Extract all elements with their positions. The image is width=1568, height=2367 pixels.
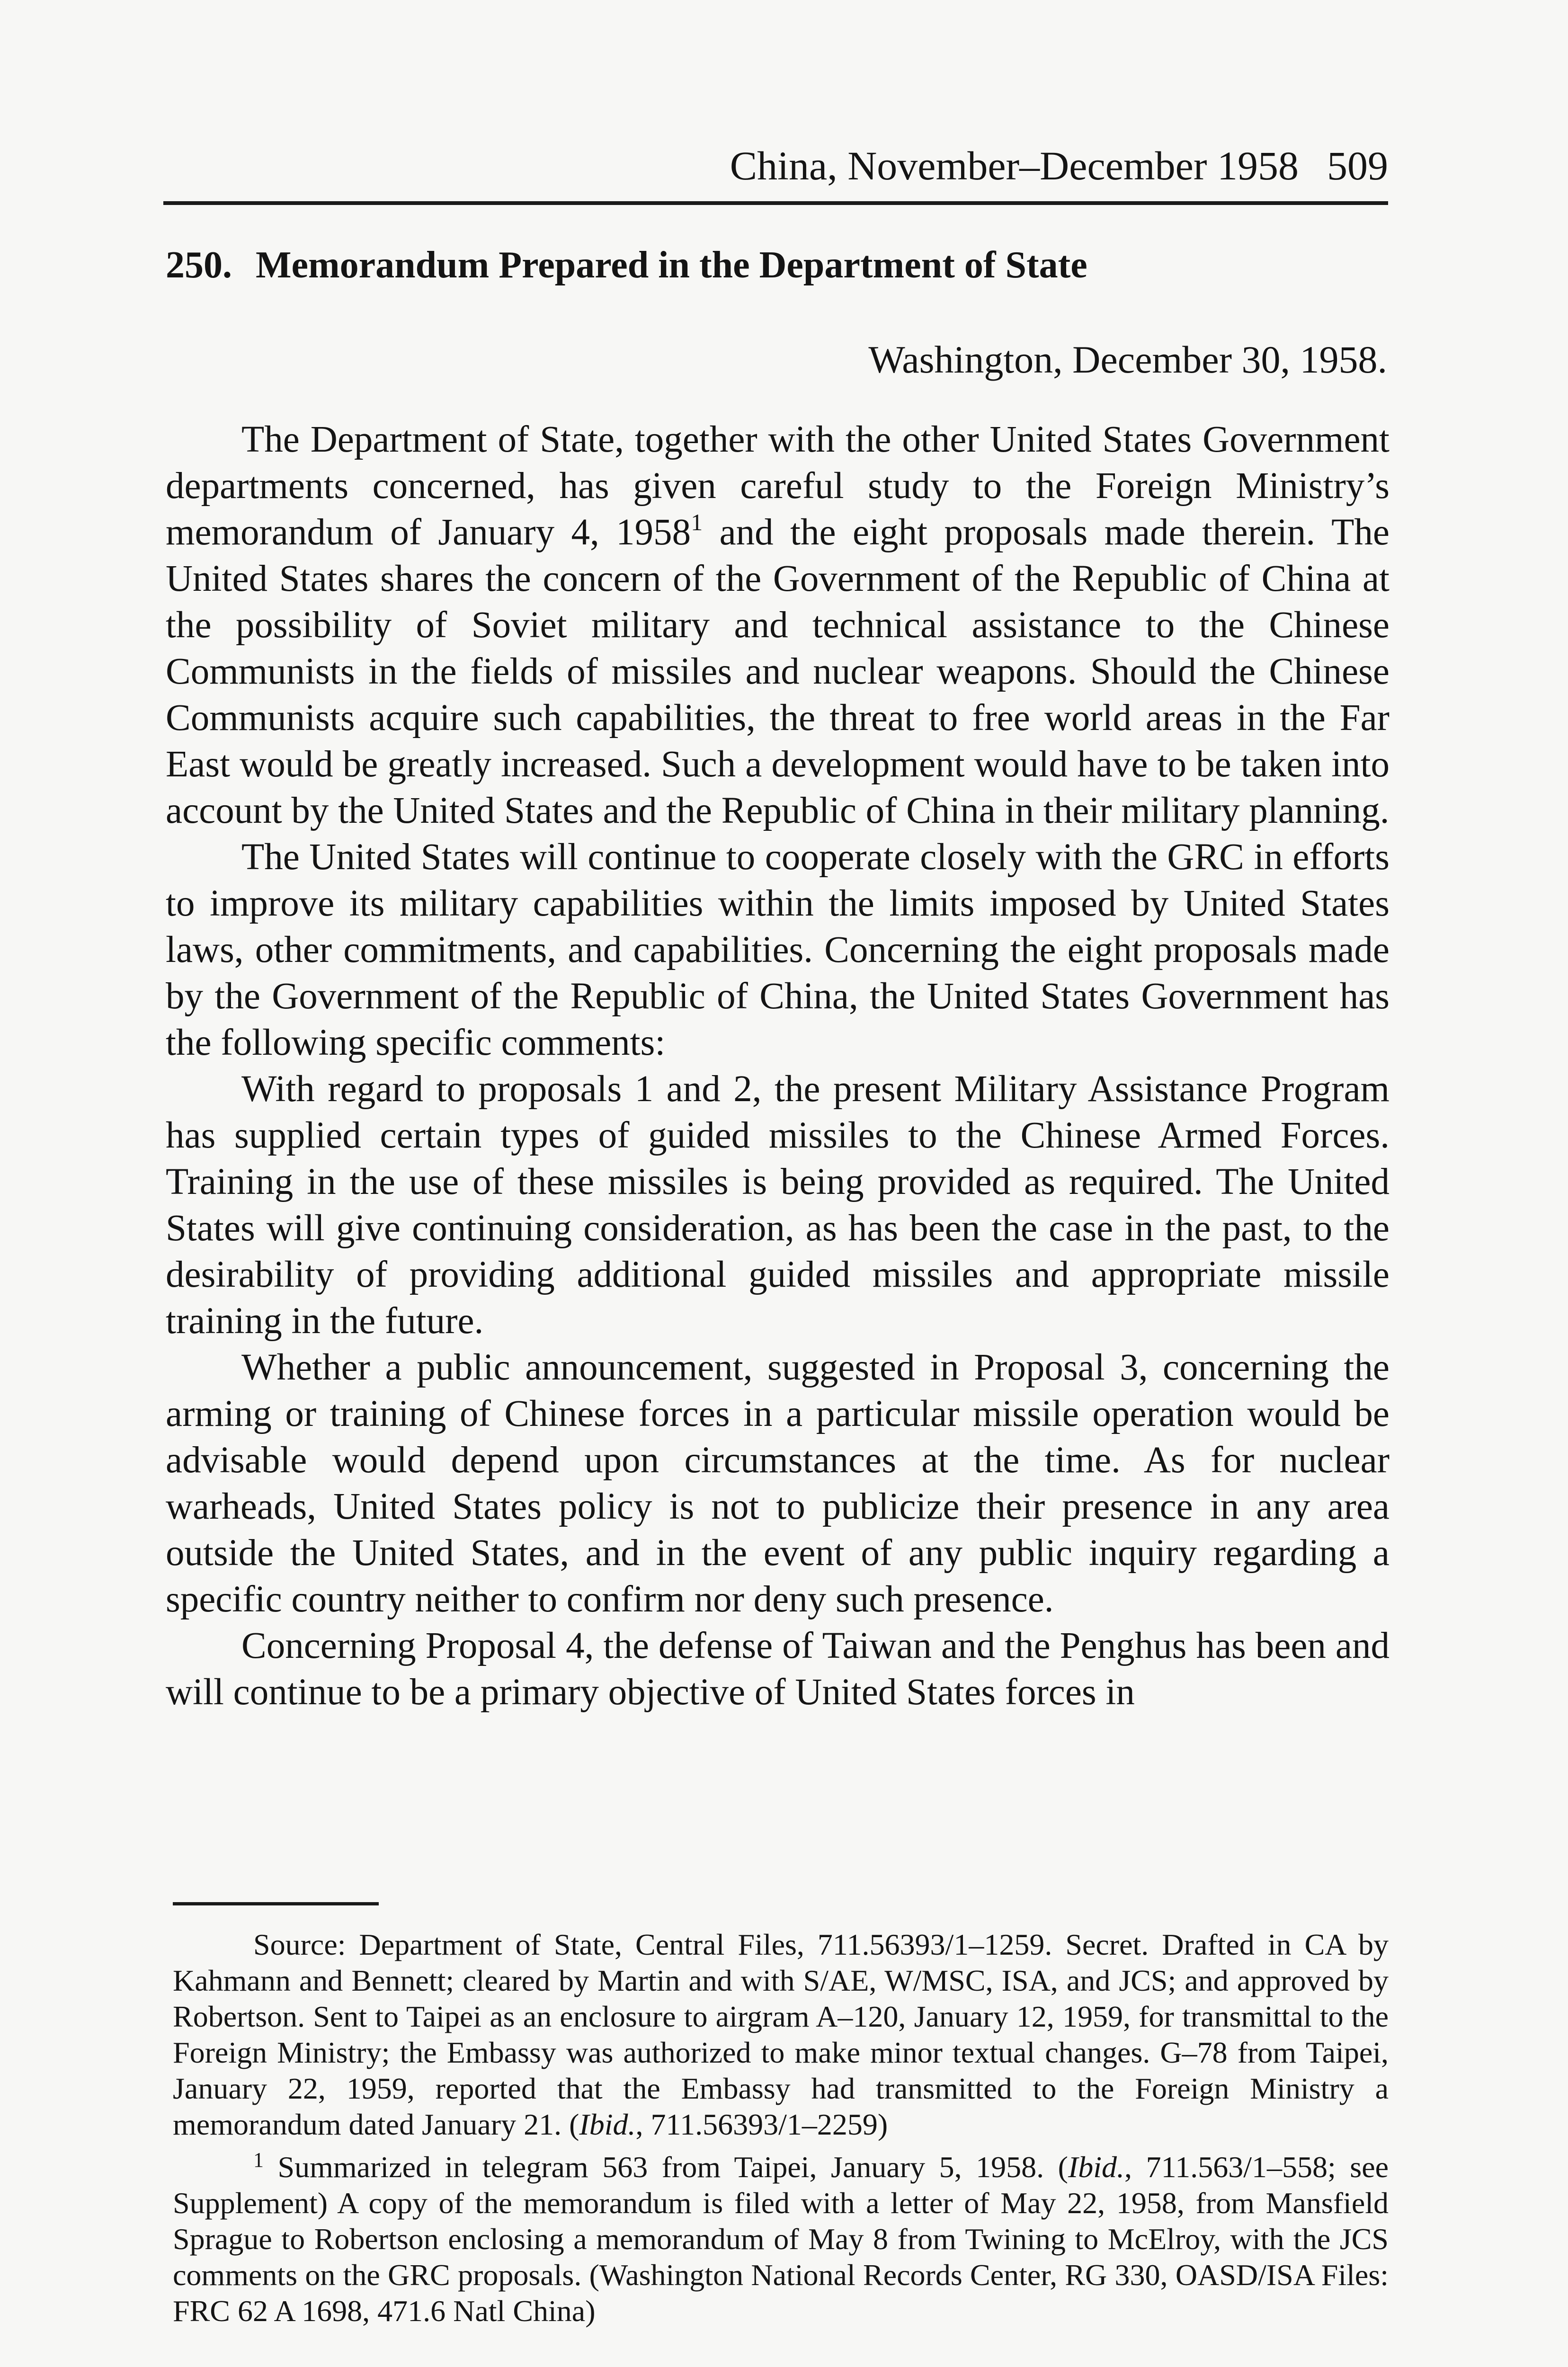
memorandum-body <box>166 417 1390 1716</box>
document-heading <box>166 241 1087 289</box>
footnote-rule <box>173 1902 379 1905</box>
paragraph-4: Whether a public announcement, suggested in Proposal 3, concerning the arming or training of Chinese forces in a particular missile operation would be advisable would depend upon circumstances at the time. As for nuclear warheads, United States policy is not to publicize their presence in any area outside the United States, and in the event of any public inquiry regarding a specific country neither to confirm nor deny such presence. <box>166 1347 1390 1620</box>
header-rule <box>163 201 1388 205</box>
paragraph-5: Concerning Proposal 4, the defense of Taiwan and the Penghus has been and will continue to be a primary objective of United States forces in <box>166 1625 1390 1713</box>
dateline: Washington, December 30, 1958. <box>868 338 1387 381</box>
document-number: 250. <box>166 244 232 286</box>
running-title: China, November–December 1958 <box>730 143 1299 188</box>
paragraph-3: With regard to proposals 1 and 2, the present Military Assistance Program has supplied certain types of guided missiles to the Chinese Armed Forces. Training in the use of these missiles is being provided as required. The United States will give continuing consideration, as has been the case in the past, to the desirability of providing additional guided missiles and appropriate missile training in the future. <box>166 1068 1390 1342</box>
footnote-1: $^1$ Summarized in telegram 563 from Taipei, January 5, 1958. (Ibid., 711.563/1–558; see Supplement) A copy of the memorandum is filed with a letter of May 22, 1958, from Mansfield Sprague to Robertson enclosing a memorandum of May 8 from Twining to McElroy, with the JCS comments on the GRC proposals. (Washington National Records Center, RG 330, OASD/ISA Files: FRC 62 A 1698, 471.6 Natl China) <box>173 2148 1389 2328</box>
footnote-ref-1: 1 <box>691 509 703 535</box>
source-note: Source: Department of State, Central Files, 711.56393/1–1259. Secret. Drafted in CA by Kahmann and Bennett; cleared by Martin and with S/AE, W/MSC, ISA, and JCS; and approved by Robertson. Sent to Taipei as an enclosure to airgram A–120, January 12, 1959, for transmittal to the Foreign Ministry; the Embassy was authorized to make minor textual changes. G–78 from Taipei, January 22, 1959, reported that the Embassy had transmitted to the Foreign Ministry a memorandum dated January 21. (Ibid., 711.56393/1–2259) <box>173 1928 1389 2141</box>
footnote-marker: 1 <box>253 2148 264 2171</box>
paragraph-1: The Department of State, together with the other United States Government departments concerned, has given careful study to the Foreign Ministry’s memorandum of January 4, 1958$^1$ and the eight proposals made therein. The United States shares the concern of the Government of the Republic of China at the possibility of Soviet military and technical assistance to the Chinese Communists in the fields of missiles and nuclear weapons. Should the Chinese Communists acquire such capabilities, the threat to free world areas in the Far East would be greatly increased. Such a development would have to be taken into account by the United States and the Republic of China in their military planning. <box>166 419 1390 831</box>
running-head <box>653 142 1388 189</box>
paragraph-2: The United States will continue to cooperate closely with the GRC in efforts to improve its military capabilities within the limits imposed by United States laws, other commitments, and capabilities. Concerning the eight proposals made by the Government of the Republic of China, the United States Government has the following specific comments: <box>166 836 1390 1063</box>
page-number: 509 <box>1327 143 1388 188</box>
footnotes <box>173 1927 1389 2336</box>
document-title: Memorandum Prepared in the Department of State <box>256 244 1087 286</box>
